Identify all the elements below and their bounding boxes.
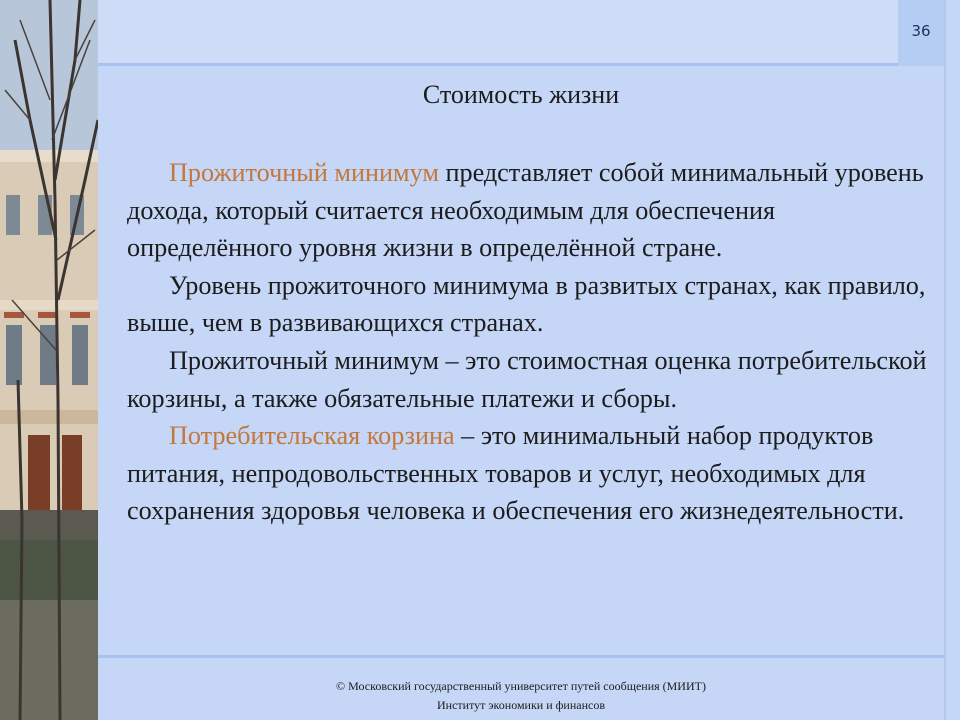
- paragraph-2: [127, 267, 927, 342]
- paragraph-1: [127, 154, 927, 267]
- footer-copyright: © Московский государственный университет путей сообщения (МИИТ): [336, 679, 706, 693]
- paragraph-4: [127, 417, 927, 530]
- header-band: [98, 0, 898, 63]
- slide-body: [127, 154, 927, 530]
- term-highlight: Прожиточный минимум: [169, 158, 439, 187]
- slide-number: 36: [911, 22, 931, 40]
- footer-divider: [98, 655, 944, 658]
- term-highlight: Потребительская корзина: [169, 421, 455, 451]
- paragraph-text: – это минимальный набор продуктов питания, непродовольственных товаров и услуг, необходимых для сохранения здоровья человека и обеспечения его жизнедеятельности.: [127, 421, 905, 526]
- campus-photo: [0, 0, 98, 720]
- header-divider: [98, 63, 944, 66]
- paragraph-3: [127, 342, 927, 417]
- footer-institute: Институт экономики и финансов: [436, 698, 606, 712]
- right-divider: [944, 0, 946, 720]
- paragraph-text: представляет собой минимальный уровень дохода, который считается необходимым для обеспечения определённого уровня жизни в определённой стране.: [127, 158, 924, 263]
- building-illustration: [0, 0, 98, 720]
- slide-title: Стоимость жизни: [422, 80, 620, 109]
- paragraph-text: Уровень прожиточного минимума в развитых странах, как правило, выше, чем в развивающихся странах.: [127, 270, 926, 338]
- footer: [98, 677, 944, 715]
- paragraph-text: Прожиточный минимум – это стоимостная оценка потребительской корзины, а также обязательные платежи и сборы.: [127, 345, 927, 413]
